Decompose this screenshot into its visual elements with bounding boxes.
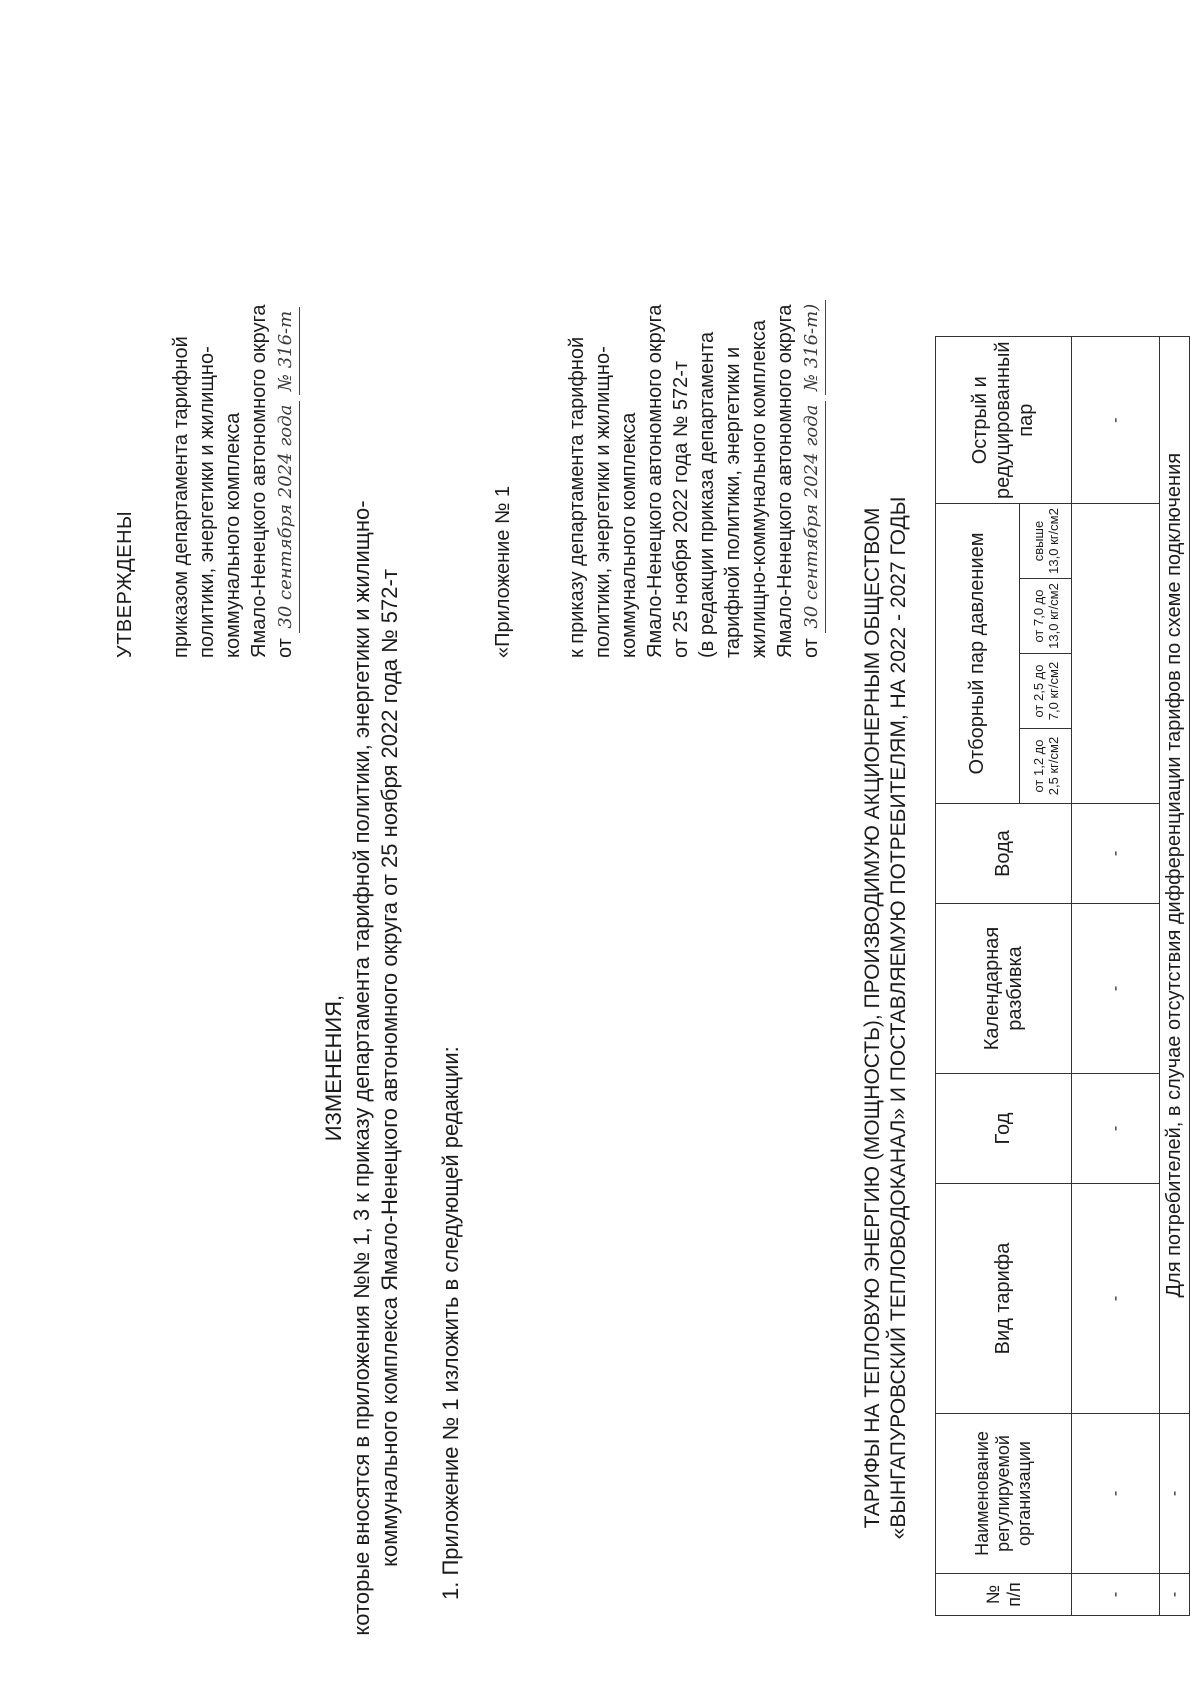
annex-line: (в редакции приказа департамента <box>696 331 718 658</box>
tariff-table <box>935 336 1190 1616</box>
header-year: Год <box>936 1074 1072 1184</box>
table-cell: - <box>1160 1414 1190 1574</box>
annex-line: к приказу департамента тарифной <box>566 336 588 658</box>
approval-line: Ямало-Ненецкого автономного округа <box>248 304 270 658</box>
table-row <box>1072 337 1160 1616</box>
header-sharp-steam: Острый и редуцированный пар <box>936 337 1072 504</box>
tariff-title <box>860 418 912 1618</box>
annex-line: жилищно-коммунального комплекса <box>748 319 770 658</box>
tariff-title-line-2: «ВЫНГАПУРОВСКИЙ ТЕПЛОВОДОКАНАЛ» И ПОСТАВЛЯЕМУЮ ПОТРЕБИТЕЛЯМ, НА 2022 - 2027 ГОДЫ <box>887 496 910 1540</box>
annex-title: «Приложение № 1 <box>492 485 514 658</box>
approval-date-line <box>272 18 300 658</box>
changes-line-2: коммунального комплекса Ямало-Ненецкого автономного округа от 25 ноября 2022 года № 572-т <box>377 569 402 1567</box>
table-cell: - <box>1072 1074 1160 1184</box>
annex-line: Ямало-Ненецкого автономного округа <box>644 304 666 658</box>
item-1: 1. Приложение № 1 изложить в следующей редакции: <box>438 1046 463 1600</box>
approval-block <box>112 18 300 658</box>
table-header-row <box>936 337 1020 1616</box>
header-steam-2: от 2,5 до 7,0 кг/см2 <box>1020 654 1072 729</box>
table-cell: - <box>1072 1184 1160 1414</box>
handwritten-number: № 316-т) <box>799 300 826 395</box>
approval-line: политики, энергетики и жилищно- <box>196 346 218 658</box>
annex-line: Ямало-Ненецкого автономного округа <box>774 304 796 658</box>
header-organization: Наименование регулируемой организации <box>936 1414 1072 1574</box>
table-note-row <box>1160 337 1190 1616</box>
table-cell: - <box>1072 337 1160 504</box>
header-water: Вода <box>936 804 1072 904</box>
table-cell <box>1072 504 1160 804</box>
header-calendar: Календарная разбивка <box>936 904 1072 1074</box>
table-cell: - <box>1160 1574 1190 1616</box>
annex-line: политики, энергетики и жилищно- <box>592 346 614 658</box>
approval-title: УТВЕРЖДЕНЫ <box>114 510 136 658</box>
annex-line: коммунального комплекса <box>618 412 640 658</box>
approval-line: коммунального комплекса <box>222 412 244 658</box>
annex-line: тарифной политики, энергетики и <box>722 346 744 658</box>
table-cell: - <box>1072 904 1160 1074</box>
annex-date-prefix: от <box>800 638 822 658</box>
changes-title: ИЗМЕНЕНИЯ, <box>321 994 346 1142</box>
handwritten-number: № 316-т <box>273 307 300 395</box>
header-steam-1: от 1,2 до 2,5 кг/см2 <box>1020 729 1072 804</box>
changes-line-1: которые вносятся в приложения №№ 1, 3 к приказу департамента тарифной политики, энергетики и жилищно- <box>349 500 374 1636</box>
tariff-title-line-1: ТАРИФЫ НА ТЕПЛОВУЮ ЭНЕРГИЮ (МОЩНОСТЬ), ПРОИЗВОДИМУЮ АКЦИОНЕРНЫМ ОБЩЕСТВОМ <box>861 507 884 1529</box>
handwritten-date: 30 сентября 2024 года <box>273 401 300 633</box>
header-steam-4: свыше 13,0 кг/см2 <box>1020 504 1072 579</box>
header-number: № п/п <box>936 1574 1072 1616</box>
handwritten-date: 30 сентября 2024 года <box>799 401 826 633</box>
header-extraction-steam: Отборный пар давлением <box>936 504 1020 804</box>
approval-line: приказом департамента тарифной <box>170 336 192 658</box>
annex-date-line <box>798 18 826 658</box>
table-cell: - <box>1072 1414 1160 1574</box>
changes-block <box>320 498 404 1638</box>
header-tariff-kind: Вид тарифа <box>936 1184 1072 1414</box>
header-steam-3: от 7,0 до 13,0 кг/см2 <box>1020 579 1072 654</box>
approval-date-prefix: от <box>274 638 296 658</box>
table-note: Для потребителей, в случае отсутствия дифференциации тарифов по схеме подключения <box>1160 337 1190 1414</box>
table-cell: - <box>1072 804 1160 904</box>
table-cell: - <box>1072 1574 1160 1616</box>
annex-block <box>490 18 826 658</box>
annex-line: от 25 ноября 2022 года № 572-т <box>670 360 692 658</box>
